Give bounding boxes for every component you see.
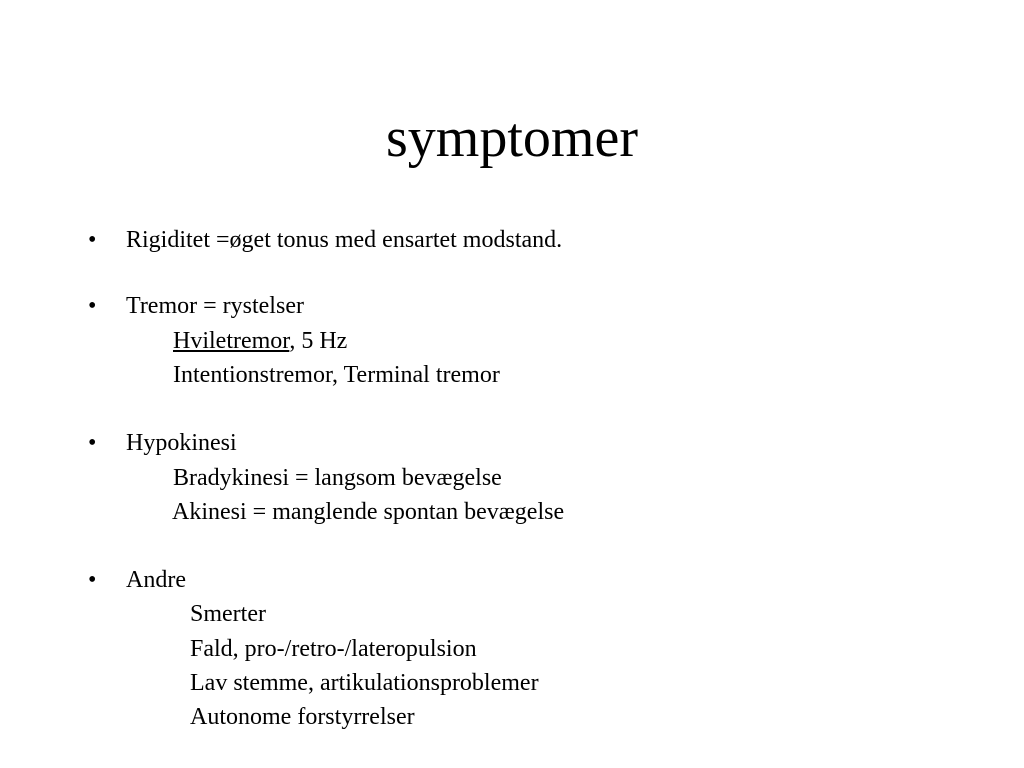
- sub-item-intentionstremor: Intentionstremor, Terminal tremor: [173, 362, 500, 388]
- bullet-marker: •: [88, 227, 97, 253]
- bullet-item-andre: Andre: [126, 567, 186, 593]
- sub-item-autonome: Autonome forstyrrelser: [190, 704, 415, 730]
- sub-item-akinesi: Akinesi = manglende spontan bevægelse: [172, 499, 565, 525]
- bullet-marker: •: [88, 293, 97, 319]
- bullet-item-hypokinesi: Hypokinesi: [126, 430, 237, 456]
- slide-title: symptomer: [386, 107, 638, 169]
- bullet-marker: •: [88, 430, 97, 456]
- sub-item-smerter: Smerter: [190, 601, 266, 627]
- sub-item-bradykinesi: Bradykinesi = langsom bevægelse: [173, 465, 502, 491]
- bullet-item-rigiditet: Rigiditet =øget tonus med ensartet modstand.: [126, 227, 563, 253]
- bullet-item-tremor: Tremor = rystelser: [126, 293, 304, 319]
- sub-item-lav-stemme: Lav stemme, artikulationsproblemer: [190, 670, 539, 696]
- sub-item-suffix: , 5 Hz: [289, 328, 348, 354]
- sub-item-fald: Fald, pro-/retro-/lateropulsion: [190, 636, 477, 662]
- underlined-term: Hviletremor: [173, 328, 290, 354]
- sub-item-hviletremor: [173, 324, 347, 358]
- bullet-marker: •: [88, 567, 97, 593]
